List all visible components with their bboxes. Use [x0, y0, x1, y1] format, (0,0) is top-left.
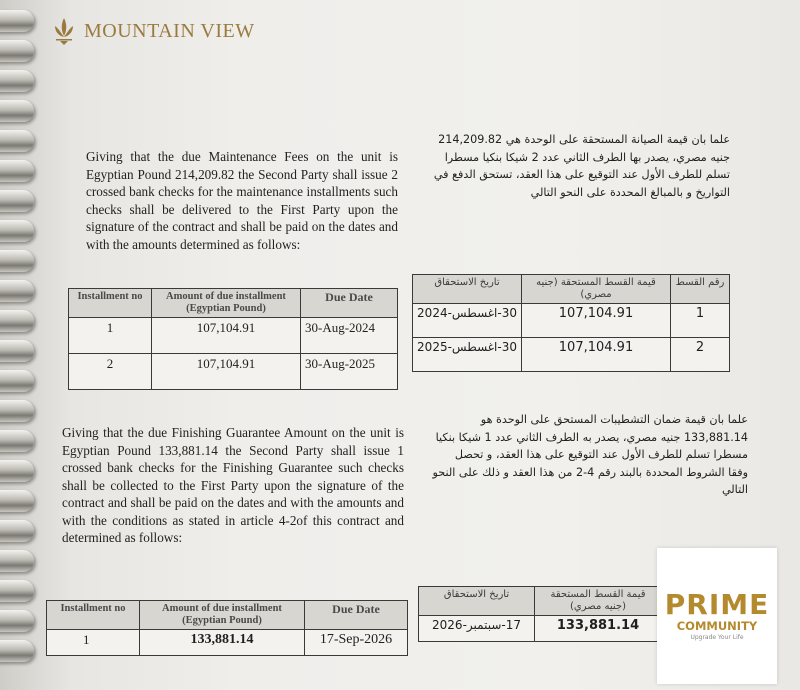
header-amount-ar: قيمة القسط المستحقة (جنيه مصري) — [522, 275, 671, 304]
finishing-text-ar: علما بان قيمة ضمان التشطيبات المستحق على الوحدة هو 133,881.14 جنيه مصري، يصدر به الطرف الثاني عدد 1 شيكا بنكيا مسطرا تسلم للطرف الأول عند التوقيع على هذا العقد، و تحصل وفقا الشروط المحددة بالبند رقم 4-2 من هذا العقد و ذلك على النحو التالي — [432, 413, 748, 496]
amount-cell: 133,881.14 — [535, 616, 662, 642]
header-installment-no: Installment no — [47, 601, 140, 630]
prime-community-watermark — [657, 548, 777, 684]
finishing-installments-table-ar — [418, 586, 662, 642]
table-row — [69, 318, 398, 354]
logo-text: MOUNTAIN VIEW — [84, 19, 255, 42]
header-amount: Amount of due installment (Egyptian Pound) — [152, 289, 301, 318]
header-installment-no-ar: رقم القسط — [671, 275, 730, 304]
installment-no-cell: 2 — [671, 338, 730, 372]
header-due-date: Due Date — [301, 289, 398, 318]
due-date-cell: 17-سبتمبر-2026 — [419, 616, 535, 642]
installment-no-cell: 1 — [671, 304, 730, 338]
finishing-text-en: Giving that the due Finishing Guarantee Amount on the unit is Egyptian Pound 133,881.14 the Second Party shall issue 1 crossed bank checks for the Finishing Guarantee such checks shall be collected to the First Party upon the signature of the contract and shall be paid on the dates and with the amounts and with the conditions as stated in article 4-2of this contract and determined as follows: — [62, 425, 404, 545]
maintenance-installments-table-ar — [412, 274, 730, 372]
maintenance-text-en: Giving that the due Maintenance Fees on the unit is Egyptian Pound 214,209.82 the Second Party shall issue 2 crossed bank checks for the maintenance installments such checks shall be delivered to the First Party upon the signature of the contract and shall be paid on the dates and with the amounts determined as follows: — [86, 149, 398, 252]
table-row — [69, 354, 398, 390]
due-date-cell: 30-Aug-2024 — [301, 318, 398, 354]
due-date-cell: 30-Aug-2025 — [301, 354, 398, 390]
amount-cell: 133,881.14 — [140, 630, 305, 656]
header-due-date: Due Date — [305, 601, 408, 630]
watermark-line1: PRIME — [664, 587, 770, 621]
watermark-line2: COMMUNITY — [676, 618, 758, 633]
lotus-logo-icon — [52, 16, 76, 46]
table-row — [413, 338, 730, 372]
header-amount: Amount of due installment (Egyptian Pound) — [140, 601, 305, 630]
maintenance-installments-table-en — [68, 288, 398, 390]
table-row — [413, 304, 730, 338]
table-row — [419, 616, 662, 642]
due-date-cell: 17-Sep-2026 — [305, 630, 408, 656]
header-due-date-ar: تاريخ الاستحقاق — [419, 587, 535, 616]
amount-cell: 107,104.91 — [152, 354, 301, 390]
company-logo — [52, 16, 255, 46]
due-date-cell: 30-اغسطس-2024 — [413, 304, 522, 338]
finishing-installments-table-en — [46, 600, 408, 656]
table-row — [47, 630, 408, 656]
due-date-cell: 30-اغسطس-2025 — [413, 338, 522, 372]
maintenance-text-ar: علما بان قيمة الصيانة المستحقة على الوحدة هي 214,209.82 جنيه مصري، يصدر بها الطرف الثاني عدد 2 شيكا بنكيا مسطرا تسلم للطرف الأول عند التوقيع على هذا العقد، تستحق الدفع في التواريخ و بالمبالغ المحددة على النحو التالي — [433, 133, 730, 199]
amount-cell: 107,104.91 — [152, 318, 301, 354]
installment-no-cell: 2 — [69, 354, 152, 390]
installment-no-cell: 1 — [69, 318, 152, 354]
spiral-binding — [0, 0, 42, 690]
amount-cell: 107,104.91 — [522, 338, 671, 372]
amount-cell: 107,104.91 — [522, 304, 671, 338]
header-installment-no: Installment no — [69, 289, 152, 318]
watermark-tagline: Upgrade Your Life — [690, 633, 744, 641]
header-due-date-ar: تاريخ الاستحقاق — [413, 275, 522, 304]
header-amount-ar: قيمة القسط المستحقة (جنيه مصري) — [535, 587, 662, 616]
installment-no-cell: 1 — [47, 630, 140, 656]
